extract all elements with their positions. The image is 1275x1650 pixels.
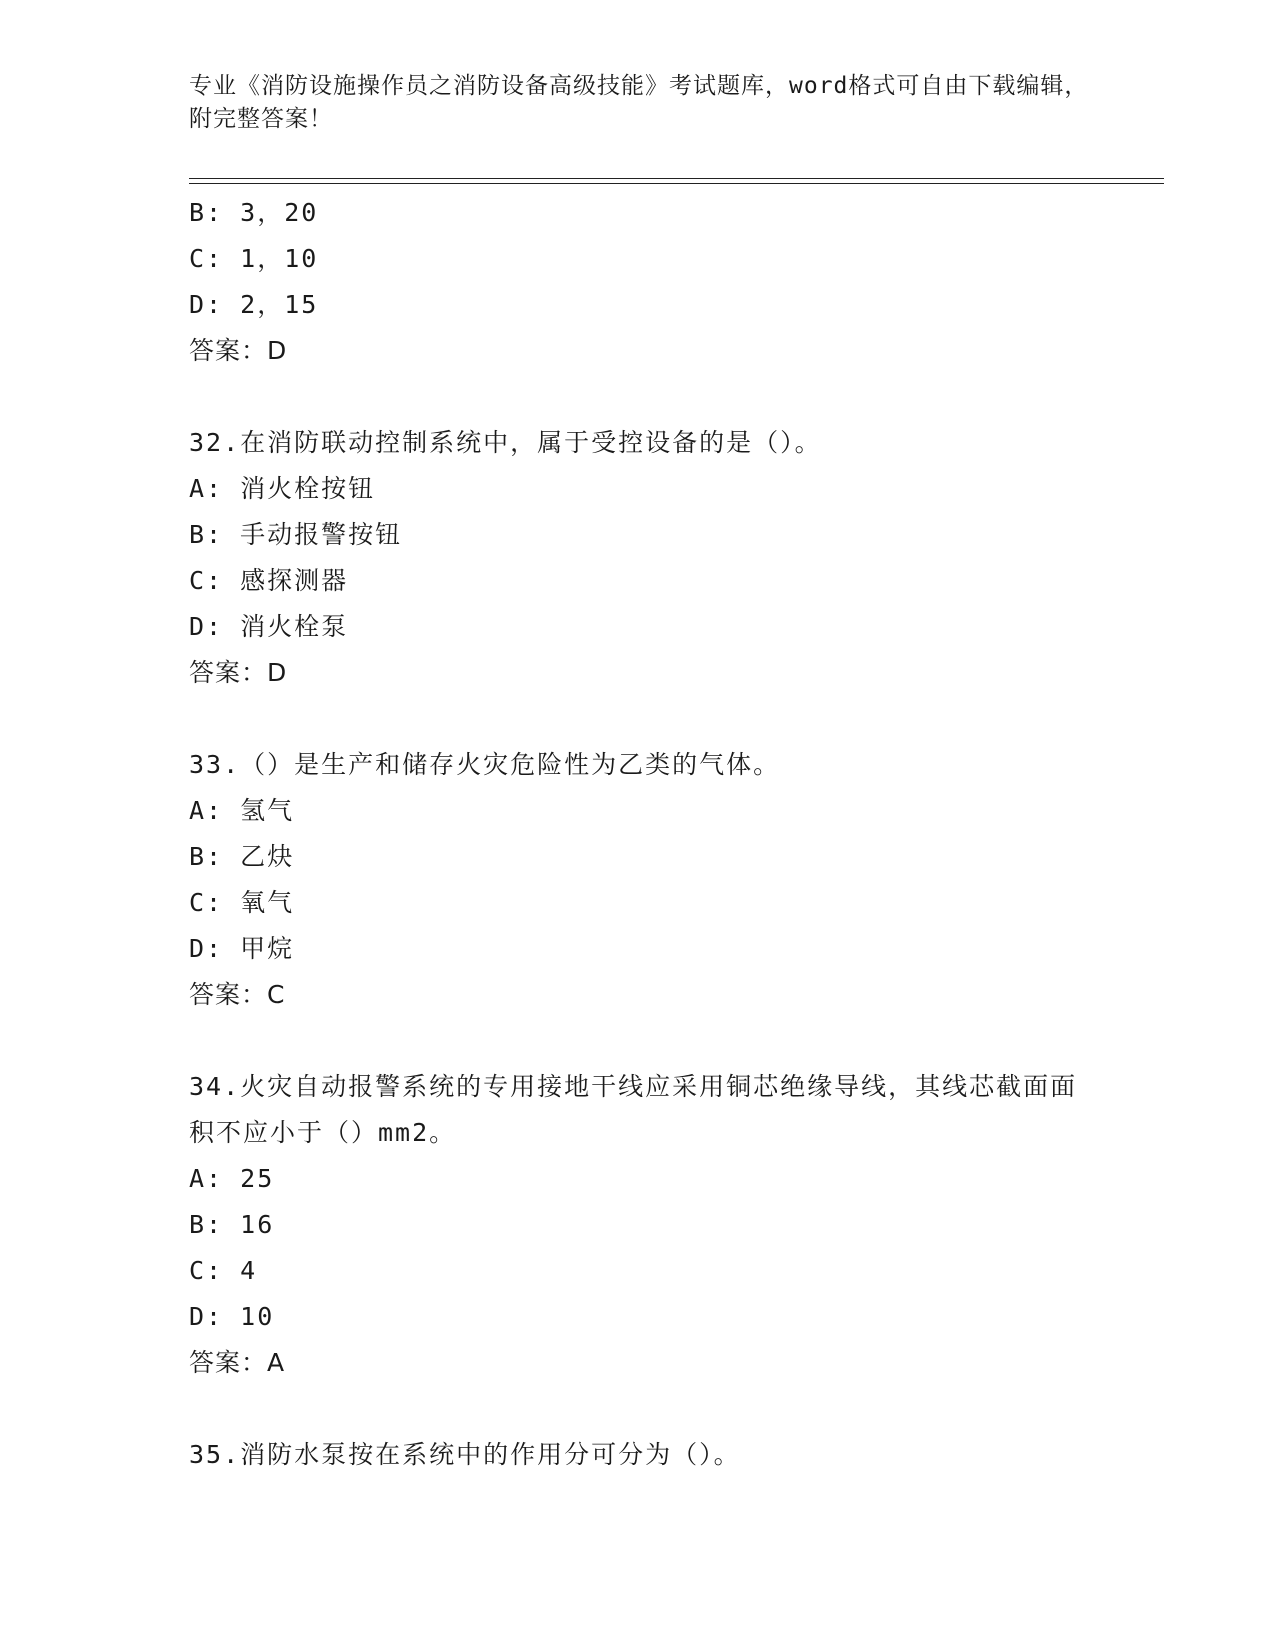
option-c: C: 感探测器 xyxy=(189,566,349,595)
option-c: C: 氧气 xyxy=(189,888,295,917)
option-b: B: 3，20 xyxy=(189,198,319,227)
option-c: C: 4 xyxy=(189,1256,258,1285)
question-35 xyxy=(189,1432,1089,1478)
answer: 答案：A xyxy=(189,1348,286,1377)
option-b: B: 手动报警按钮 xyxy=(189,520,403,549)
question-text: 33.（）是生产和储存火灾危险性为乙类的气体。 xyxy=(189,750,781,779)
header-text: 专业《消防设施操作员之消防设备高级技能》考试题库，word格式可自由下载编辑，附完整答案！ xyxy=(189,73,1089,132)
question-text: 34.火灾自动报警系统的专用接地干线应采用铜芯绝缘导线，其线芯截面面积不应小于（）mm2。 xyxy=(189,1072,1078,1147)
question-list xyxy=(189,190,1089,1478)
answer: 答案：C xyxy=(189,980,286,1009)
option-a: A: 25 xyxy=(189,1164,275,1193)
answer: 答案：D xyxy=(189,658,288,687)
header-divider-bottom xyxy=(189,183,1164,184)
question-text: 35.消防水泵按在系统中的作用分可分为（）。 xyxy=(189,1440,741,1469)
header-divider-top xyxy=(189,178,1164,179)
option-d: D: 10 xyxy=(189,1302,275,1331)
option-d: D: 2，15 xyxy=(189,290,319,319)
option-d: D: 消火栓泵 xyxy=(189,612,349,641)
option-b: B: 16 xyxy=(189,1210,275,1239)
option-a: A: 消火栓按钮 xyxy=(189,474,376,503)
question-34 xyxy=(189,1064,1089,1386)
option-d: D: 甲烷 xyxy=(189,934,295,963)
answer: 答案：D xyxy=(189,336,288,365)
question-32 xyxy=(189,420,1089,696)
option-c: C: 1，10 xyxy=(189,244,319,273)
document-header xyxy=(189,70,1089,136)
question-text: 32.在消防联动控制系统中，属于受控设备的是（）。 xyxy=(189,428,822,457)
question-33 xyxy=(189,742,1089,1018)
option-a: A: 氢气 xyxy=(189,796,295,825)
question-31-tail xyxy=(189,190,1089,374)
option-b: B: 乙炔 xyxy=(189,842,295,871)
